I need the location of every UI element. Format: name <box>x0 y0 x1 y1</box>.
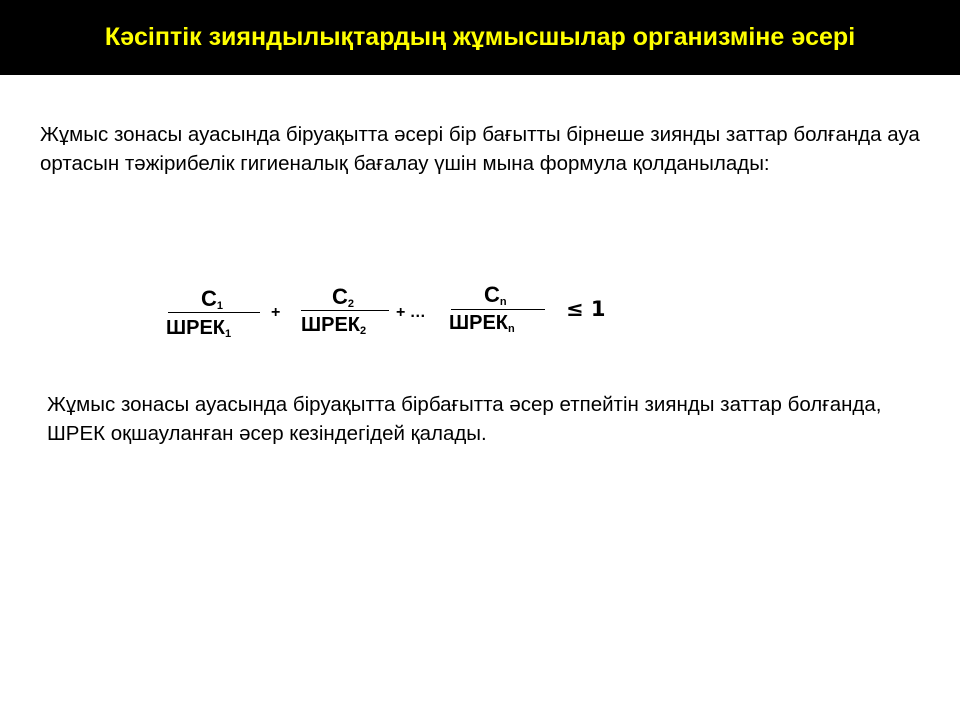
term-n-denominator: $ШРЕК_n$ <box>449 312 515 335</box>
less-or-equal-one: ≤ 1 <box>566 297 606 321</box>
paragraph-intro: Жұмыс зонасы ауасында біруақытта әсері бір бағытты бірнеше зиянды заттар болғанда ауа ортасын тәжірибелік гигиеналық бағалау үшін мына формула қолданылады: <box>40 123 920 175</box>
term-1-numerator: $C_1$ <box>201 286 224 312</box>
term-2-fraction-bar <box>301 310 389 311</box>
term-2-denominator: $ШРЕК_2$ <box>301 314 367 337</box>
term-n-numerator: $C_n$ <box>484 282 507 308</box>
plus-sign-1: + <box>271 304 281 321</box>
slide-title: Кәсіптік зияндылықтардың жұмысшылар организміне әсері <box>104 23 856 51</box>
term-1-denominator: $ШРЕК_1$ <box>166 317 232 340</box>
term-1-numerator-index: 1 <box>216 300 224 312</box>
plus-ellipsis: + … <box>396 304 426 321</box>
paragraph-conclusion: Жұмыс зонасы ауасында біруақытта бірбағытта әсер етпейтін зиянды заттар болғанда, ШРЕК оқшауланған әсер кезіндегідей қалады. <box>47 393 882 445</box>
term-1-fraction-bar <box>168 312 260 313</box>
term-2-numerator-index: 2 <box>347 298 355 310</box>
term-1-denominator-index: 1 <box>224 328 232 340</box>
term-2-numerator: $C_2$ <box>332 284 355 310</box>
term-2-denominator-index: 2 <box>359 325 367 337</box>
term-n-numerator-index: n <box>499 296 507 308</box>
title-bar <box>0 0 960 75</box>
term-n-fraction-bar <box>451 309 545 310</box>
term-n-denominator-index: n <box>507 323 515 335</box>
